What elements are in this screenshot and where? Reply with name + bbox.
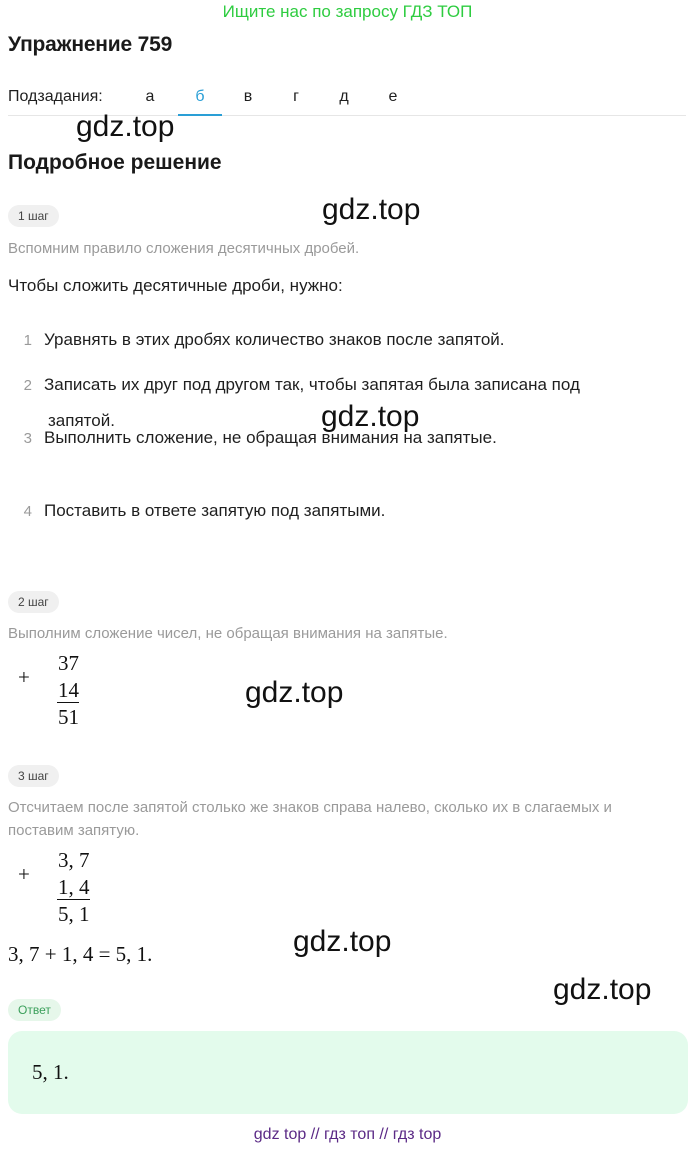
- subtask-tab-g[interactable]: г: [293, 88, 299, 105]
- list-item-text: Уравнять в этих дробях количество знаков после запятой.: [44, 330, 505, 349]
- addend-2: 14: [58, 678, 79, 702]
- list-item-text: Выполнить сложение, не обращая внимания на запятые.: [44, 428, 497, 447]
- subtask-tab-e[interactable]: е: [388, 88, 398, 105]
- step-hint: Вспомним правило сложения десятичных дробей.: [8, 240, 360, 257]
- sum-line: [57, 702, 79, 703]
- list-item-text-continuation: запятой.: [48, 411, 115, 430]
- addend-1: 37: [58, 651, 79, 675]
- watermark: gdz.top: [322, 193, 421, 226]
- equation: 3, 7 + 1, 4 = 5, 1.: [8, 942, 153, 966]
- subtask-tab-v[interactable]: в: [243, 88, 253, 105]
- step-badge: 1 шаг: [8, 205, 59, 227]
- list-item-text: Записать их друг под другом так, чтобы запятая была записана под: [44, 375, 580, 394]
- section-title: Подробное решение: [8, 151, 222, 174]
- page-title: Упражнение 759: [8, 33, 173, 56]
- subtask-tab-d[interactable]: д: [339, 88, 349, 105]
- sum: 51: [58, 705, 79, 729]
- footer-links[interactable]: gdz top // гдз топ // гдз top: [253, 1126, 442, 1143]
- top-banner: Ищите нас по запросу ГДЗ ТОП: [222, 2, 473, 21]
- subtask-tab-b[interactable]: б: [180, 88, 220, 106]
- watermark: gdz.top: [321, 400, 420, 433]
- plus-sign: +: [18, 665, 30, 689]
- list-number: 3: [23, 430, 32, 447]
- watermark: gdz.top: [293, 925, 392, 958]
- step-hint: Выполним сложение чисел, не обращая внимания на запятые.: [8, 625, 448, 642]
- addend-1: 3, 7: [58, 848, 90, 872]
- addend-2: 1, 4: [58, 875, 90, 899]
- step-hint-continuation: поставим запятую.: [8, 822, 140, 839]
- subtask-tab-a[interactable]: а: [145, 88, 155, 105]
- watermark: gdz.top: [553, 973, 652, 1006]
- sum: 5, 1: [58, 902, 90, 926]
- step-badge: 3 шаг: [8, 765, 59, 787]
- subtasks-label: Подзадания:: [8, 88, 103, 105]
- list-number: 1: [23, 332, 32, 349]
- list-item-text: Поставить в ответе запятую под запятыми.: [44, 501, 386, 520]
- step-badge: 2 шаг: [8, 591, 59, 613]
- plus-sign: +: [18, 862, 30, 886]
- list-number: 2: [23, 377, 32, 394]
- watermark: gdz.top: [245, 676, 344, 709]
- step-hint: Отсчитаем после запятой столько же знаков справа налево, сколько их в слагаемых и: [8, 799, 612, 816]
- list-number: 4: [23, 503, 32, 520]
- sum-line: [57, 899, 90, 900]
- answer-badge: Ответ: [8, 999, 61, 1021]
- watermark: gdz.top: [76, 110, 175, 143]
- answer-box: [8, 1031, 688, 1114]
- step-intro: Чтобы сложить десятичные дроби, нужно:: [8, 276, 343, 295]
- answer-value: 5, 1.: [32, 1060, 69, 1084]
